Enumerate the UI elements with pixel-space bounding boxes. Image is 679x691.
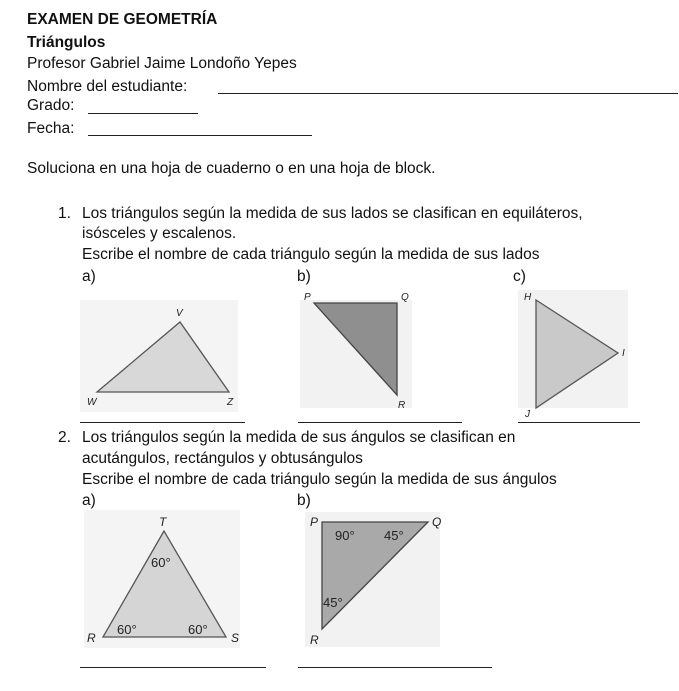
exam-subtitle: Triángulos: [27, 34, 106, 51]
q2-answer-line-a[interactable]: [80, 667, 266, 668]
vertex-q: Q: [432, 515, 442, 529]
angle-q: 45°: [384, 528, 404, 543]
q1-option-b-label: b): [297, 268, 311, 285]
q2-option-a-label: a): [82, 492, 96, 509]
vertex-q: Q: [401, 292, 409, 303]
q1-text-line2: isósceles y escalenos.: [82, 225, 237, 242]
vertex-v: V: [176, 308, 183, 319]
vertex-z: Z: [227, 397, 234, 408]
angle-r: 45°: [323, 595, 343, 610]
q2-option-b-label: b): [297, 492, 311, 509]
exam-title: EXAMEN DE GEOMETRÍA: [27, 11, 218, 28]
q2-text-line2: acutángulos, rectángulos y obtusángulos: [82, 450, 363, 467]
angle-t: 60°: [151, 555, 171, 570]
instructions: Soluciona en una hoja de cuaderno o en una hoja de block.: [27, 160, 436, 177]
vertex-j: J: [525, 409, 530, 420]
angle-r: 60°: [117, 622, 137, 637]
q2-prompt: Escribe el nombre de cada triángulo según la medida de sus ángulos: [82, 471, 557, 488]
vertex-r: R: [398, 400, 406, 411]
vertex-h: H: [524, 292, 532, 303]
angle-s: 60°: [188, 622, 208, 637]
teacher-name: Profesor Gabriel Jaime Londoño Yepes: [27, 55, 297, 72]
q2-text-line1: Los triángulos según la medida de sus ángulos se clasifican en: [82, 429, 516, 446]
triangle-trs: [84, 510, 240, 648]
vertex-t: T: [159, 515, 167, 529]
grade-label: Grado:: [27, 97, 75, 114]
vertex-p: P: [304, 292, 311, 303]
q1-number: 1.: [58, 205, 71, 222]
triangle-pqr-angles: [305, 512, 441, 647]
vertex-p: P: [310, 515, 319, 529]
angle-p: 90°: [335, 528, 355, 543]
date-label: Fecha:: [27, 120, 75, 137]
q1-option-c-label: c): [513, 268, 526, 285]
vertex-w: W: [87, 397, 97, 408]
vertex-r: R: [310, 633, 319, 647]
q2-answer-line-b[interactable]: [298, 667, 492, 668]
vertex-i: I: [622, 348, 625, 359]
q1-prompt: Escribe el nombre de cada triángulo según la medida de sus lados: [82, 246, 540, 263]
q2-number: 2.: [58, 429, 71, 446]
vertex-s: S: [231, 631, 240, 645]
q1-text-line1: Los triángulos según la medida de sus lados se clasifican en equiláteros,: [82, 205, 583, 222]
vertex-r: R: [87, 631, 96, 645]
student-name-label: Nombre del estudiante:: [27, 78, 188, 95]
q1-option-a-label: a): [82, 268, 96, 285]
